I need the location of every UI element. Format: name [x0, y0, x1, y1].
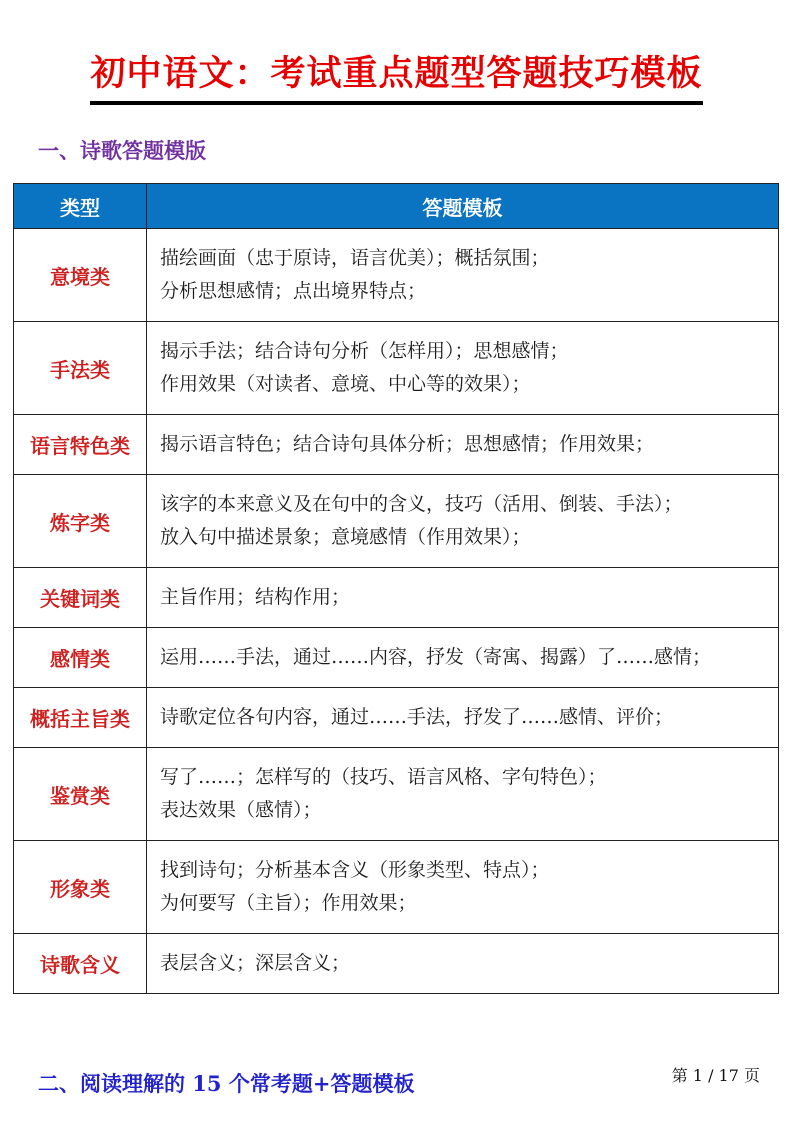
table-row	[14, 934, 779, 994]
template-line: 揭示语言特色；结合诗句具体分析；思想感情；作用效果；	[160, 433, 655, 455]
template-line: 诗歌定位各句内容，通过……手法，抒发了……感情、评价；	[160, 706, 674, 728]
template-line: 分析思想感情；点出境界特点；	[160, 280, 427, 302]
row-type-label: 语言特色类	[14, 415, 147, 475]
row-type-label: 诗歌含义	[14, 934, 147, 994]
row-template-text	[147, 934, 779, 994]
table-row	[14, 748, 779, 841]
table-row	[14, 688, 779, 748]
row-type-label: 关键词类	[14, 568, 147, 628]
template-line: 找到诗句；分析基本含义（形象类型、特点）；	[160, 859, 550, 881]
section-heading-poetry: 一、诗歌答题模版	[38, 138, 206, 163]
row-template-text	[147, 841, 779, 934]
table-row	[14, 475, 779, 568]
row-template-text	[147, 322, 779, 415]
column-header-type: 类型	[14, 184, 147, 229]
row-type-label: 鉴赏类	[14, 748, 147, 841]
page-number-indicator: 第 1 / 17 页	[671, 1066, 760, 1085]
template-line: 揭示手法；结合诗句分析（怎样用）；思想感情；	[160, 340, 569, 362]
row-type-label: 手法类	[14, 322, 147, 415]
template-line: 为何要写（主旨）；作用效果；	[160, 892, 417, 914]
row-type-label: 概括主旨类	[14, 688, 147, 748]
template-line: 表层含义；深层含义；	[160, 952, 351, 974]
row-template-text	[147, 415, 779, 475]
template-line: 放入句中描述景象；意境感情（作用效果）；	[160, 526, 531, 548]
table-row	[14, 415, 779, 475]
row-template-text	[147, 475, 779, 568]
template-line: 描绘画面（忠于原诗，语言优美）；概括氛围；	[160, 247, 550, 269]
template-line: 作用效果（对读者、意境、中心等的效果）；	[160, 373, 531, 395]
table-row	[14, 628, 779, 688]
row-template-text	[147, 748, 779, 841]
page-title: 初中语文：考试重点题型答题技巧模板	[90, 46, 702, 105]
row-template-text	[147, 568, 779, 628]
template-line: 表达效果（感情）；	[160, 799, 322, 821]
row-type-label: 意境类	[14, 229, 147, 322]
section-heading-reading-comprehension: 二、阅读理解的 15 个常考题+答题模板	[38, 1071, 415, 1096]
table-header-row	[14, 184, 779, 229]
template-line: 该字的本来意义及在句中的含义，技巧（活用、倒装、手法）；	[160, 493, 683, 515]
column-header-template: 答题模板	[147, 184, 779, 229]
row-type-label: 炼字类	[14, 475, 147, 568]
row-template-text	[147, 628, 779, 688]
table-row	[14, 568, 779, 628]
row-template-text	[147, 688, 779, 748]
table-row	[14, 322, 779, 415]
template-line: 主旨作用；结构作用；	[160, 586, 351, 608]
template-line: 写了……；怎样写的（技巧、语言风格、字句特色）；	[160, 766, 607, 788]
row-type-label: 感情类	[14, 628, 147, 688]
row-template-text	[147, 229, 779, 322]
template-line: 运用……手法，通过……内容，抒发（寄寓、揭露）了……感情；	[160, 646, 712, 668]
table-row	[14, 841, 779, 934]
row-type-label: 形象类	[14, 841, 147, 934]
title-container	[0, 46, 793, 105]
poetry-answer-template-table	[13, 183, 779, 994]
table-row	[14, 229, 779, 322]
